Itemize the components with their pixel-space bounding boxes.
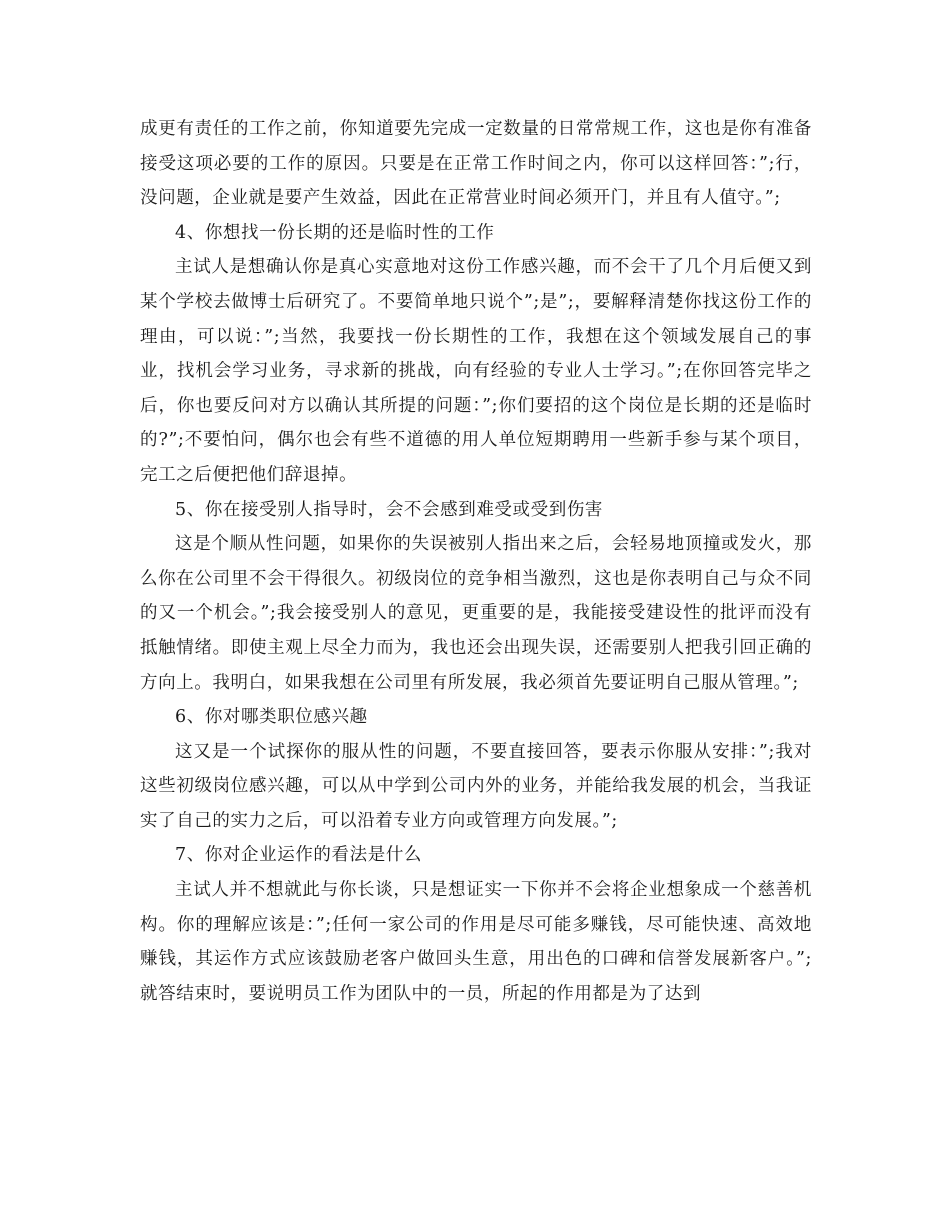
section-heading-5: 5、你在接受别人指导时，会不会感到难受或受到伤害 — [175, 499, 604, 520]
paragraph-section-6: 这又是一个试探你的服从性的问题，不要直接回答，要表示你服从安排：”;我对这些初级岗位感兴趣，可以从中学到公司内外的业务，并能给我发展的机会，当我证实了自己的实力之后，可以沿着专业方向或管理方向发展。”; — [140, 741, 812, 831]
paragraph-section-4: 主试人是想确认你是真心实意地对这份工作感兴趣，而不会干了几个月后便又到某个学校去做博士后研究了。不要简单地只说个”;是”;，要解释清楚你找这份工作的理由，可以说：”;当然，我要找一份长期性的工作，我想在这个领域发展自己的事业，找机会学习业务，寻求新的挑战，向有经验的专业人士学习。”;在你回答完毕之后，你也要反问对方以确认其所提的问题：”;你们要招的这个岗位是长期的还是临时的?”;不要怕问，偶尔也会有些不道德的用人单位短期聘用一些新手参与某个项目，完工之后便把他们辞退掉。 — [140, 257, 812, 485]
paragraph-section-5: 这是个顺从性问题，如果你的失误被别人指出来之后，会轻易地顶撞或发火，那么你在公司里不会干得很久。初级岗位的竞争相当激烈，这也是你表明自己与众不同的又一个机会。”;我会接受别人的意见，更重要的是，我能接受建设性的批评而没有抵触情绪。即使主观上尽全力而为，我也还会出现失误，还需要别人把我引回正确的方向上。我明白，如果我想在公司里有所发展，我必须首先要证明自己服从管理。”; — [140, 534, 812, 693]
document-body — [140, 112, 812, 1011]
section-heading-6: 6、你对哪类职位感兴趣 — [175, 707, 368, 728]
paragraph-section-7: 主试人并不想就此与你长谈，只是想证实一下你并不会将企业想象成一个慈善机构。你的理解应该是：”;任何一家公司的作用是尽可能多赚钱，尽可能快速、高效地赚钱，其运作方式应该鼓励老客户做回头生意，用出色的口碑和信誉发展新客户。”;就答结束时，要说明员工作为团队中的一员，所起的作用都是为了达到 — [140, 880, 812, 1004]
paragraph-continuation: 成更有责任的工作之前，你知道要先完成一定数量的日常常规工作，这也是你有准备接受这项必要的工作的原因。只要是在正常工作时间之内，你可以这样回答：”;行，没问题，企业就是要产生效益，因此在正常营业时间必须开门，并且有人值守。”; — [140, 119, 812, 209]
section-heading-4: 4、你想找一份长期的还是临时性的工作 — [175, 222, 495, 243]
section-heading-7: 7、你对企业运作的看法是什么 — [175, 845, 423, 866]
